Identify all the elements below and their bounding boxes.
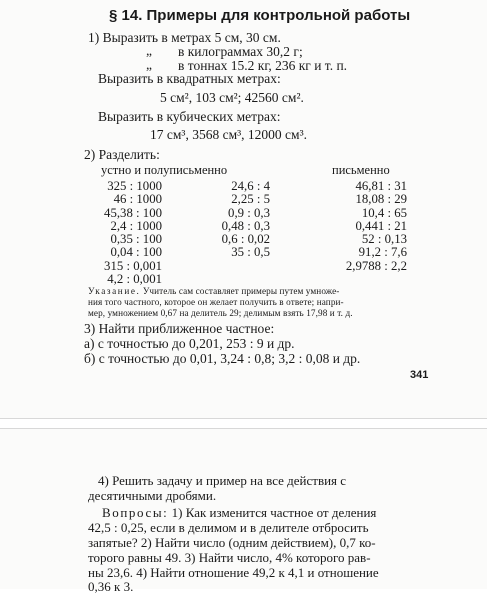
task1-line7: 17 см³, 3568 см³, 12000 см³. [150,127,307,142]
division-column-1 [76,180,162,286]
list-item: 0,6 : 0,02 [221,232,270,247]
note-line1 [88,287,339,296]
section-title: § 14. Примеры для контрольной работы [109,7,411,24]
list-item: 2,25 : 5 [231,192,270,207]
list-item: 45,38 : 100 [104,205,162,220]
task3-heading: 3) Найти приближенное частное: [84,321,275,336]
column-header-oral: устно и полуписьменно [101,163,228,177]
ditto-mark-1: „ [146,43,152,58]
list-item: 315 : 0,001 [104,258,162,273]
questions-line3: запятые? 2) Найти число (одним действием), 0,7 ко- [88,535,376,550]
task1-line5: 5 см², 103 см²; 42560 см². [160,90,304,105]
list-item: 2,4 : 1000 [110,218,162,233]
questions-line1 [102,506,376,519]
list-item: 325 : 1000 [107,179,162,193]
list-item: 0,9 : 0,3 [228,205,270,220]
task3-line-b: б) с точностью до 0,01, 3,24 : 0,8; 3,2 : 0,08 и др. [84,351,361,366]
list-item: 0,35 : 100 [110,232,162,247]
list-item: 24,6 : 4 [231,179,270,193]
questions-line5: ны 23,6. 4) Найти отношение 49,2 к 4,1 и отношение [88,565,379,580]
note-line2: ния того частного, которое он желает получить в ответе; напри- [88,297,344,307]
task4-line1: 4) Решить задачу и пример на все действия с [98,473,347,488]
column-header-written: письменно [332,163,390,177]
questions-text-1: 1) Как изменится частное от деления [171,505,377,520]
list-item: 18,08 : 29 [355,192,407,207]
questions-line2: 42,5 : 0,25, если в делимом и в делителе отбросить [88,520,369,535]
division-column-3 [315,180,407,273]
list-item: 46 : 1000 [113,192,162,207]
list-item: 0,441 : 21 [355,218,407,233]
page-number: 341 [410,369,429,381]
task2-heading: 2) Разделить: [84,147,160,162]
task1-line3: в тоннах 15.2 кг, 236 кг и т. п. [178,58,348,73]
note-line3: мер, умножением 0,67 на делитель 29; делимым взять 17,98 и т. д. [88,308,353,318]
questions-line4: торого равны 49. 3) Найти число, 4% которого рав- [88,550,371,565]
questions-label: Вопросы: [102,505,169,520]
task1-line4: Выразить в квадратных метрах: [98,71,281,86]
book-page-lower [0,428,487,594]
list-item: 91,2 : 7,6 [358,245,407,260]
list-item: 52 : 0,13 [361,232,407,247]
note-label: Указание. [88,286,141,296]
note-text-1: Учитель сам составляет примеры путем умноже- [142,286,340,296]
list-item: 0,04 : 100 [110,245,162,260]
questions-line6: 0,36 к 3. [88,579,134,594]
task4-line2: десятичными дробями. [88,488,217,503]
list-item: 10,4 : 65 [361,205,407,220]
list-item: 2,9788 : 2,2 [345,258,407,273]
task1-line6: Выразить в кубических метрах: [98,109,281,124]
ditto-mark-2: „ [146,57,152,72]
list-item: 4,2 : 0,001 [107,272,162,287]
list-item: 46,81 : 31 [355,179,407,193]
list-item: 0,48 : 0,3 [221,218,270,233]
list-item: 35 : 0,5 [231,245,270,260]
task3-line-a: а) с точностью до 0,201, 253 : 9 и др. [84,336,295,351]
division-column-2 [190,180,270,260]
task1-line1: 1) Выразить в метрах 5 см, 30 см. [88,30,281,45]
task1-line2: в килограммах 30,2 г; [178,44,303,59]
